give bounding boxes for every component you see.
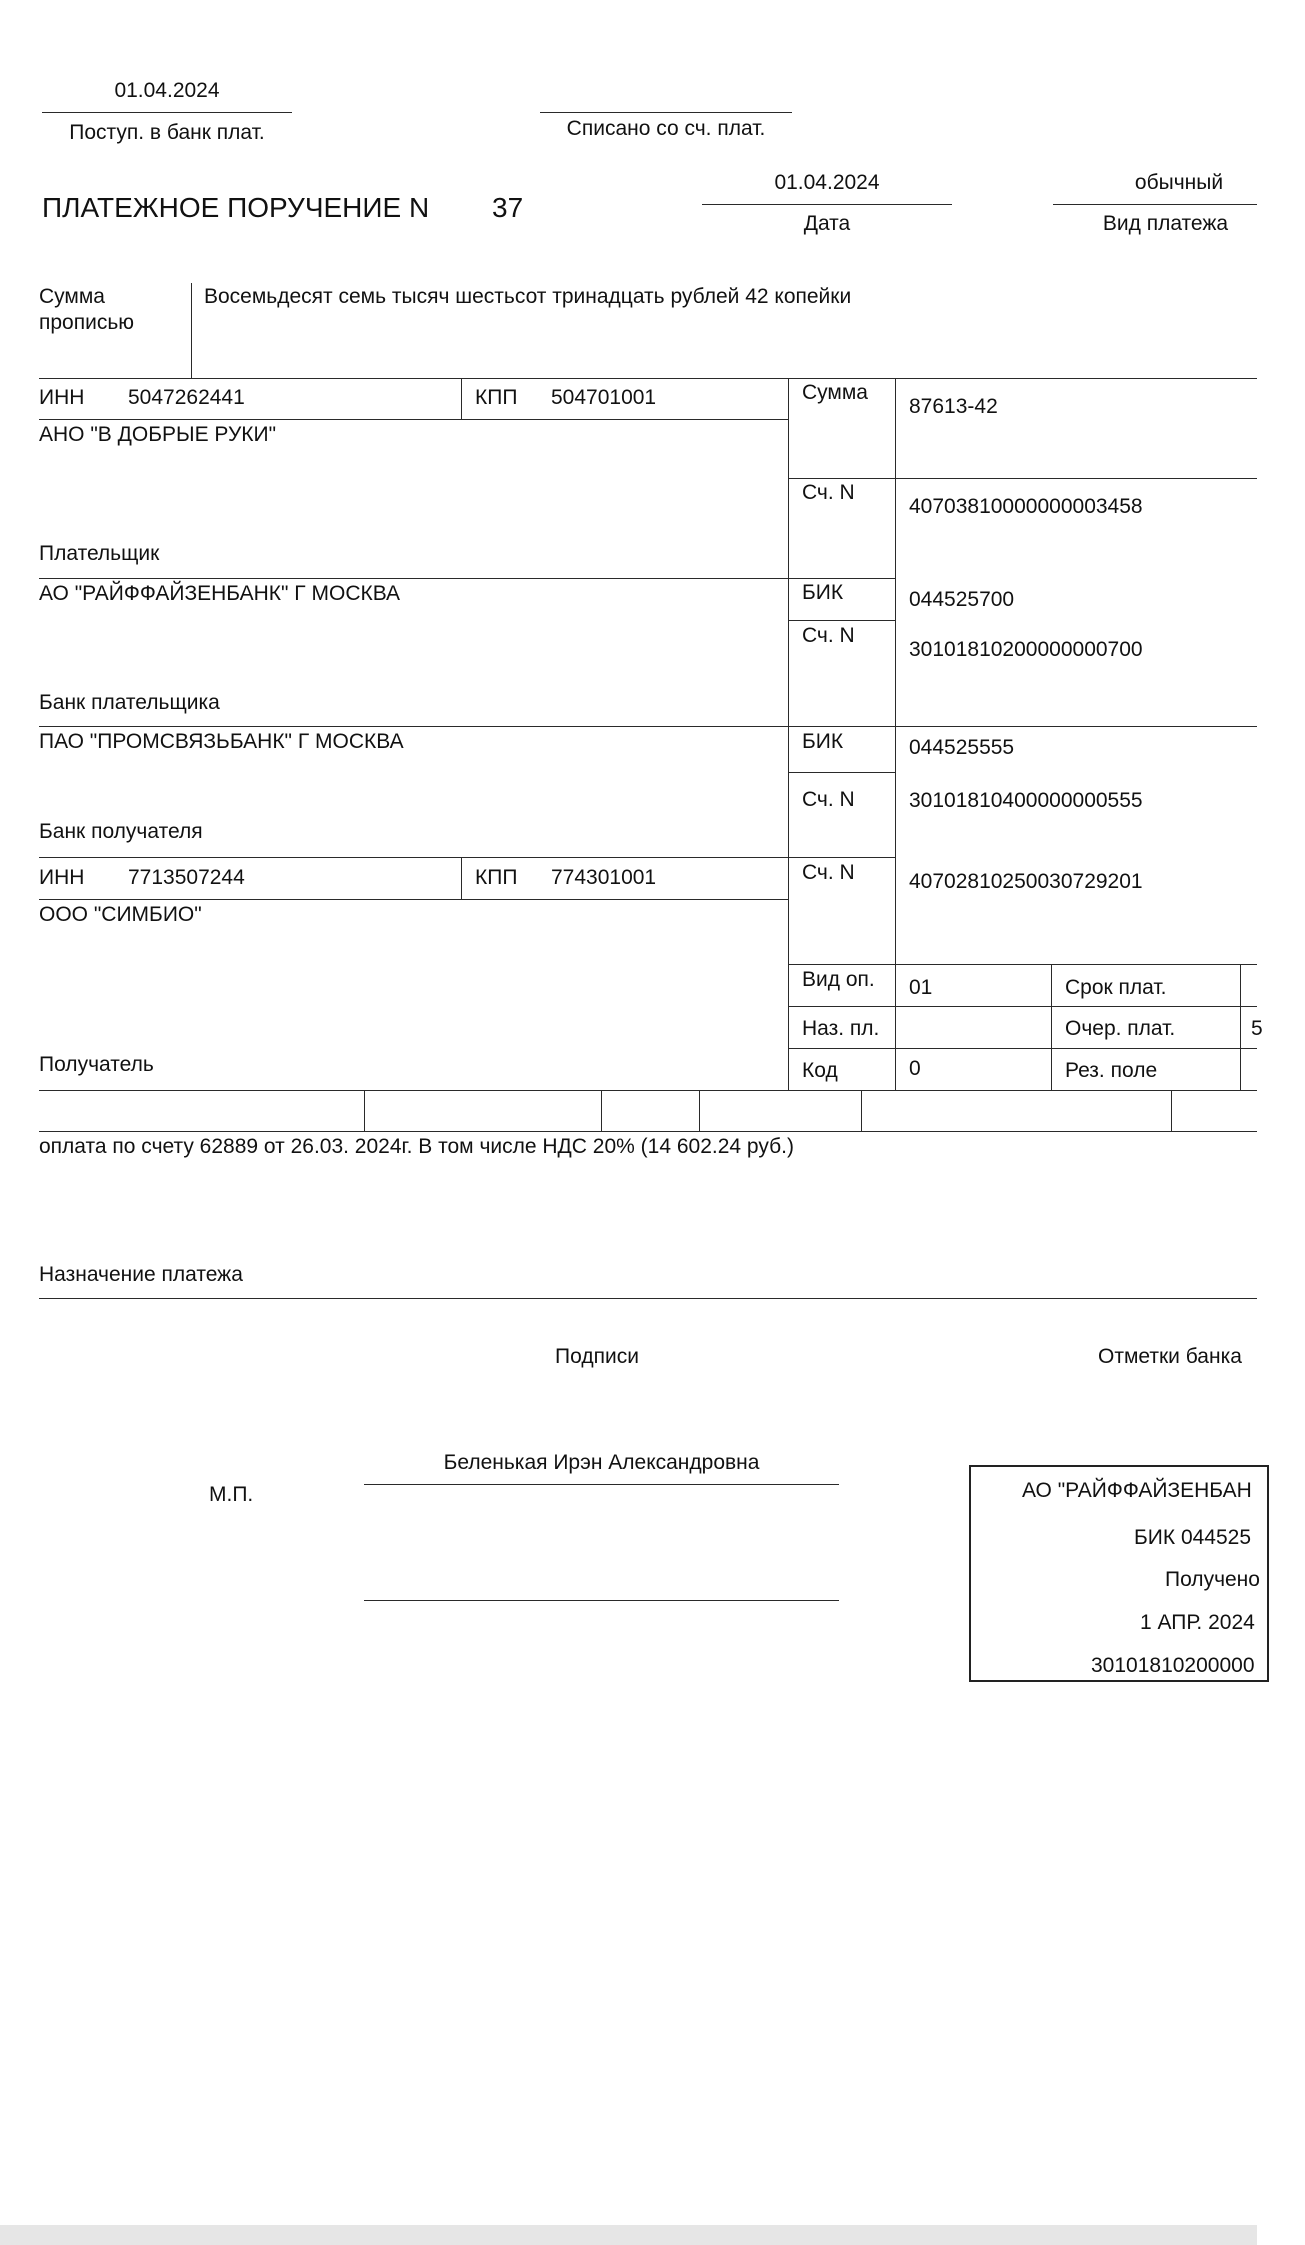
- grid-line: [39, 578, 895, 579]
- priority-label: Очер. плат.: [1065, 1017, 1176, 1040]
- bank-stamp-line-3: Получено: [1165, 1568, 1260, 1591]
- payer-kpp: 504701001: [551, 386, 657, 409]
- received-date-line: [42, 112, 292, 113]
- received-date-label: Поступ. в банк плат.: [69, 121, 265, 144]
- payee-bank-name: ПАО "ПРОМСВЯЗЬБАНК" Г МОСКВА: [39, 730, 404, 753]
- payer-kpp-label: КПП: [475, 386, 518, 409]
- payee-inn-label: ИНН: [39, 866, 85, 889]
- signer-name: Беленькая Ирэн Александровна: [443, 1451, 760, 1474]
- payer-bank-account-label: Сч. N: [802, 624, 855, 647]
- reserve-label: Рез. поле: [1065, 1059, 1158, 1082]
- payer-bank-bik-label: БИК: [802, 581, 844, 604]
- payee-bank-account-label: Сч. N: [802, 788, 855, 811]
- payee-bank-label: Банк получателя: [39, 820, 203, 843]
- grid-line: [39, 378, 1257, 379]
- payee-name: ООО "СИМБИО": [39, 903, 202, 926]
- signature-line-1: [364, 1484, 839, 1485]
- payment-type-label: Вид платежа: [1102, 212, 1229, 235]
- grid-line: [364, 1090, 365, 1131]
- grid-line: [1171, 1090, 1172, 1131]
- amount-words-label-2: прописью: [39, 311, 135, 334]
- signatures-label: Подписи: [555, 1345, 639, 1368]
- document-number: 37: [492, 192, 524, 223]
- payer-account: 40703810000000003458: [909, 495, 1143, 518]
- purpose-code-label: Наз. пл.: [802, 1017, 880, 1040]
- payer-inn: 5047262441: [128, 386, 245, 409]
- amount-words-text: Восемьдесят семь тысяч шестьсот тринадцать рублей 42 копейки: [204, 285, 852, 308]
- grid-line: [1240, 964, 1241, 1090]
- document-title: ПЛАТЕЖНОЕ ПОРУЧЕНИЕ N: [42, 192, 430, 223]
- document-date-label: Дата: [803, 212, 851, 235]
- grid-line: [788, 378, 789, 1090]
- payer-label: Плательщик: [39, 542, 160, 565]
- payer-inn-label: ИНН: [39, 386, 85, 409]
- grid-line: [39, 1090, 1257, 1091]
- received-date: 01.04.2024: [114, 79, 220, 102]
- purpose-label: Назначение платежа: [39, 1263, 243, 1286]
- code-label: Код: [802, 1059, 838, 1082]
- stamp-place-label: М.П.: [209, 1483, 254, 1506]
- payee-account-label: Сч. N: [802, 861, 855, 884]
- bank-marks-label: Отметки банка: [1098, 1345, 1242, 1368]
- payer-name: АНО "В ДОБРЫЕ РУКИ": [39, 423, 277, 446]
- grid-line: [39, 419, 788, 420]
- grid-line: [1051, 964, 1052, 1090]
- payer-account-label: Сч. N: [802, 481, 855, 504]
- purpose-text: оплата по счету 62889 от 26.03. 2024г. В том числе НДС 20% (14 602.24 руб.): [39, 1135, 794, 1158]
- payment-type-line: [1053, 204, 1257, 205]
- grid-line: [861, 1090, 862, 1131]
- payer-bank-bik: 044525700: [909, 588, 1015, 611]
- payee-label: Получатель: [39, 1053, 154, 1076]
- payee-account: 40702810250030729201: [909, 870, 1143, 893]
- payer-bank-name: АО "РАЙФФАЙЗЕНБАНК" Г МОСКВА: [39, 582, 401, 605]
- payee-bank-account: 30101810400000000555: [909, 789, 1143, 812]
- payee-bank-bik-label: БИК: [802, 730, 844, 753]
- payee-kpp-label: КПП: [475, 866, 518, 889]
- bank-stamp-line-4: 1 АПР. 2024: [1140, 1611, 1255, 1634]
- payer-bank-account: 30101810200000000700: [909, 638, 1143, 661]
- bottom-bar: [0, 2225, 1257, 2245]
- grid-line: [39, 1131, 1257, 1132]
- bank-stamp-line-5: 30101810200000: [1091, 1654, 1255, 1677]
- payer-bank-label: Банк плательщика: [39, 691, 220, 714]
- bank-stamp-line-1: АО "РАЙФФАЙЗЕНБАН: [1022, 1479, 1252, 1502]
- purpose-line: [39, 1298, 1257, 1299]
- signature-line-2: [364, 1600, 839, 1601]
- payment-type: обычный: [1134, 171, 1224, 194]
- grid-line: [895, 378, 896, 1090]
- bank-stamp-line-2: БИК 044525: [1134, 1526, 1252, 1549]
- grid-line: [39, 857, 895, 858]
- grid-line: [699, 1090, 700, 1131]
- grid-line: [39, 726, 1257, 727]
- amount-words-label-1: Сумма: [39, 285, 105, 308]
- grid-line: [788, 478, 1257, 479]
- debited-date-label: Списано со сч. плат.: [566, 117, 766, 140]
- due-label: Срок плат.: [1065, 976, 1167, 999]
- payee-inn: 7713507244: [128, 866, 245, 889]
- priority-value: 5: [1251, 1017, 1263, 1040]
- grid-line: [788, 1006, 1257, 1007]
- code-value: 0: [909, 1057, 921, 1080]
- op-type-label: Вид оп.: [802, 968, 875, 991]
- grid-line: [461, 378, 462, 419]
- grid-line: [788, 964, 1257, 965]
- document-date-line: [702, 204, 952, 205]
- sum-label: Сумма: [802, 381, 868, 404]
- sum-value: 87613-42: [909, 395, 998, 418]
- grid-line: [461, 857, 462, 899]
- op-type: 01: [909, 976, 933, 999]
- payee-kpp: 774301001: [551, 866, 657, 889]
- grid-line: [788, 1048, 1257, 1049]
- amount-words-divider: [191, 283, 192, 378]
- debited-date-line: [540, 112, 792, 113]
- grid-line: [601, 1090, 602, 1131]
- grid-line: [788, 620, 895, 621]
- grid-line: [39, 899, 788, 900]
- payee-bank-bik: 044525555: [909, 736, 1015, 759]
- grid-line: [788, 772, 895, 773]
- document-date: 01.04.2024: [774, 171, 880, 194]
